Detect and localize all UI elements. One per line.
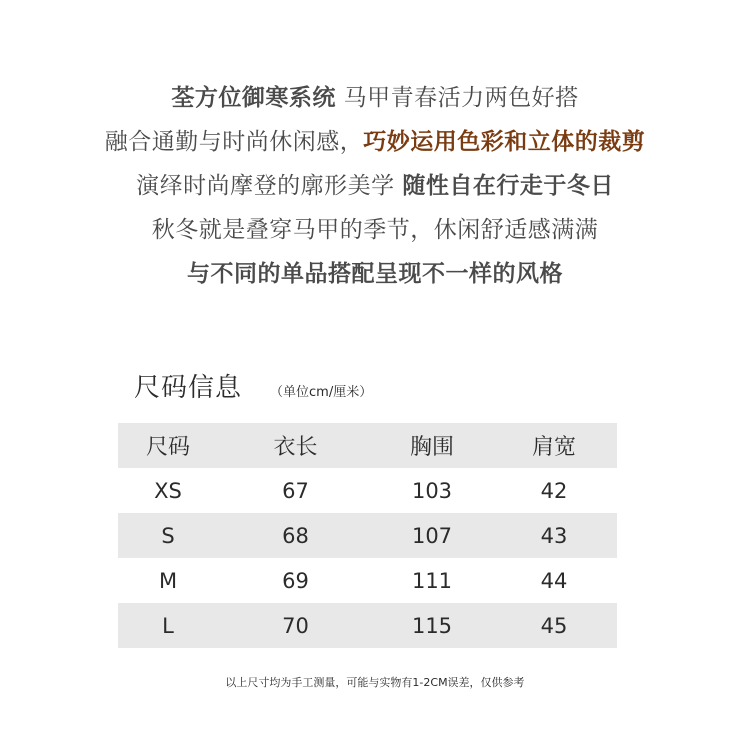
chest-cell: 107 <box>411 523 453 548</box>
intro-line-3-text: 演绎时尚摩登的廓形美学 <box>136 173 403 199</box>
size-table-header <box>118 423 617 468</box>
shoulder-cell: 45 <box>540 613 568 638</box>
intro-line-2-accent: 巧妙运用色彩和立体的裁剪 <box>363 129 646 155</box>
intro-line-1 <box>0 76 750 120</box>
size-cell: M <box>158 568 178 593</box>
shoulder-cell: 42 <box>540 478 568 503</box>
shoulder-cell: 44 <box>540 568 568 593</box>
chest-cell: 111 <box>411 568 453 593</box>
intro-line-5 <box>0 252 750 296</box>
size-info-title: 尺码信息 <box>134 373 243 403</box>
length-cell: 68 <box>282 523 309 548</box>
table-row <box>118 468 617 513</box>
chest-cell: 115 <box>411 613 453 638</box>
intro-line-2 <box>0 120 750 164</box>
length-cell: 70 <box>282 613 309 638</box>
intro-line-1-bold: 荃方位御寒系统 <box>171 85 336 111</box>
table-row <box>118 558 617 603</box>
intro-text-block <box>0 76 750 296</box>
header-length: 衣长 <box>273 435 318 460</box>
intro-line-4-text: 秋冬就是叠穿马甲的季节，休闲舒适感满满 <box>151 217 599 243</box>
length-cell: 67 <box>282 478 309 503</box>
header-shoulder: 肩宽 <box>531 435 576 460</box>
intro-line-3-bold: 随性自在行走于冬日 <box>402 173 614 199</box>
shoulder-cell: 43 <box>540 523 568 548</box>
size-info-unit: （单位cm/厘米） <box>270 385 373 400</box>
intro-line-4 <box>0 208 750 252</box>
size-cell: L <box>162 613 174 638</box>
intro-line-3 <box>0 164 750 208</box>
intro-line-2-text: 融合通勤与时尚休闲感， <box>104 129 364 155</box>
header-size: 尺码 <box>145 435 190 460</box>
length-cell: 69 <box>282 568 309 593</box>
header-chest: 胸围 <box>409 435 454 460</box>
size-info-heading <box>134 368 372 408</box>
intro-line-1-text: 马甲青春活力两色好搭 <box>335 85 579 111</box>
size-cell: XS <box>154 478 182 503</box>
size-table <box>118 423 617 648</box>
intro-line-5-bold: 与不同的单品搭配呈现不一样的风格 <box>187 261 563 287</box>
chest-cell: 103 <box>411 478 453 503</box>
table-row <box>118 513 617 558</box>
measurement-footnote: 以上尺寸均为手工测量，可能与实物有1-2CM误差，仅供参考 <box>225 676 525 689</box>
table-row <box>118 603 617 648</box>
size-cell: S <box>161 523 175 548</box>
